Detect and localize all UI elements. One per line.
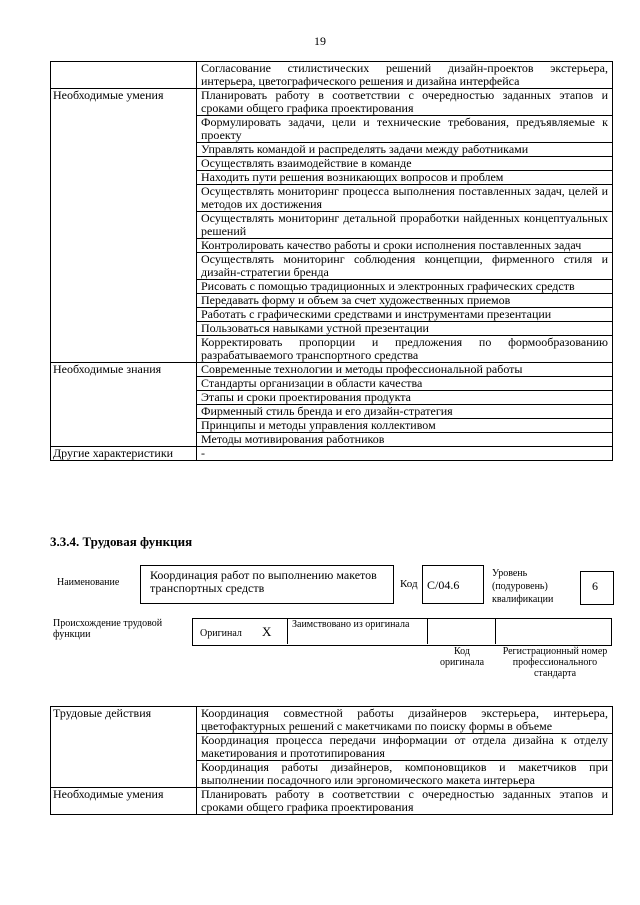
origin-divider-2 <box>427 618 428 644</box>
skills-table-cell: Передавать форму и объем за счет художественных приемов <box>197 294 613 308</box>
actions-table-row-label: Необходимые умения <box>51 788 197 815</box>
skills-table-cell: Осуществлять мониторинг детальной проработки найденных концептуальных решений <box>197 212 613 239</box>
skills-table-cell: Принципы и методы управления коллективом <box>197 419 613 433</box>
skills-table-cell: Современные технологии и методы профессиональной работы <box>197 363 613 377</box>
skills-table-cell: Работать с графическими средствами и инструментами презентации <box>197 308 613 322</box>
actions-table-cell: Планировать работу в соответствии с очередностью заданных этапов и сроками общего графика проектирования <box>197 788 613 815</box>
code-value: C/04.6 <box>427 578 460 592</box>
origin-divider-3 <box>495 618 496 644</box>
actions-table-cell: Координация процесса передачи информации от отдела дизайна к отделу макетирования и прототипирования <box>197 734 613 761</box>
skills-table-cell: Контролировать качество работы и сроки исполнения поставленных задач <box>197 239 613 253</box>
skills-table-row-label: Другие характеристики <box>51 447 197 461</box>
actions-table-row <box>51 707 613 734</box>
skills-table-row-label <box>51 62 197 89</box>
skills-table-cell: Методы мотивирования работников <box>197 433 613 447</box>
actions-table-cell: Координация работы дизайнеров, компоновщиков и макетчиков при выполнении посадочного или эргономического макета интерьера <box>197 761 613 788</box>
borrowed-label: Заимствовано из оригинала <box>292 619 410 630</box>
actions-table-row-label: Трудовые действия <box>51 707 197 788</box>
skills-table-cell: Формулировать задачи, цели и технические требования, предъявляемые к проекту <box>197 116 613 143</box>
skills-table-row-label: Необходимые умения <box>51 89 197 363</box>
original-mark: X <box>262 624 272 639</box>
skills-table-row <box>51 62 613 89</box>
actions-table-cell: Координация совместной работы дизайнеров экстерьера, интерьера, цветофактурных решений с макетчиками по поиску формы в объеме <box>197 707 613 734</box>
skills-table-cell: Корректировать пропорции и предложения по формообразованию разрабатываемого транспортного средства <box>197 336 613 363</box>
skills-table-cell: Стандарты организации в области качества <box>197 377 613 391</box>
origin-divider-1 <box>287 618 288 644</box>
registration-caption: Регистрационный номер профессионального стандарта <box>502 646 608 679</box>
level-value: 6 <box>592 579 598 593</box>
skills-table-cell: Согласование стилистических решений дизайн-проектов экстерьера, интерьера, цветографического решения и дизайна интерфейса <box>197 62 613 89</box>
section-title: 3.3.4. Трудовая функция <box>50 534 193 549</box>
labor-actions-table <box>50 706 613 815</box>
name-label: Наименование <box>57 577 120 588</box>
page-number: 19 <box>314 34 326 48</box>
skills-table-cell: Фирменный стиль бренда и его дизайн-стратегия <box>197 405 613 419</box>
origin-label: Происхождение трудовой функции <box>53 618 163 640</box>
skills-knowledge-table <box>50 61 613 461</box>
code-original-caption: Код оригинала <box>439 646 485 668</box>
code-label: Код <box>400 578 418 590</box>
skills-table-cell: Находить пути решения возникающих вопросов и проблем <box>197 171 613 185</box>
skills-table-cell: Планировать работу в соответствии с очередностью заданных этапов и сроками общего графика проектирования <box>197 89 613 116</box>
skills-table-cell: Пользоваться навыками устной презентации <box>197 322 613 336</box>
actions-table-row <box>51 788 613 815</box>
skills-table-cell: Осуществлять мониторинг процесса выполнения поставленных задач, целей и методов их достижения <box>197 185 613 212</box>
skills-table-row-label: Необходимые знания <box>51 363 197 447</box>
skills-table-cell: Этапы и сроки проектирования продукта <box>197 391 613 405</box>
skills-table-row <box>51 363 613 377</box>
level-label: Уровень (подуровень) квалификации <box>492 568 554 605</box>
skills-table-cell: Управлять командой и распределять задачи между работниками <box>197 143 613 157</box>
skills-table-cell: - <box>197 447 613 461</box>
skills-table-cell: Осуществлять мониторинг соблюдения концепции, фирменного стиля и дизайн-стратегии бренда <box>197 253 613 280</box>
original-label: Оригинал <box>200 628 242 639</box>
function-name: Координация работ по выполнению макетов транспортных средств <box>150 568 377 595</box>
skills-table-row <box>51 447 613 461</box>
skills-table-cell: Рисовать с помощью традиционных и электронных графических средств <box>197 280 613 294</box>
skills-table-cell: Осуществлять взаимодействие в команде <box>197 157 613 171</box>
skills-table-row <box>51 89 613 116</box>
